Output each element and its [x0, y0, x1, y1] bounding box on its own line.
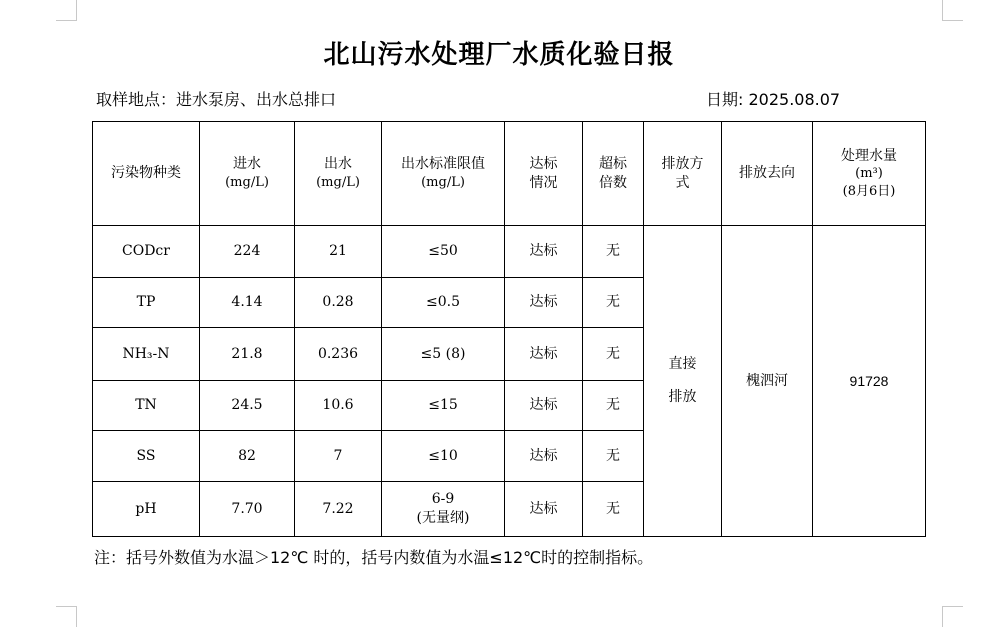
- sampling-location: 取样地点：进水泵房、出水总排口: [96, 90, 337, 109]
- cell-pollutant: TN: [93, 381, 200, 431]
- cell-pollutant: pH: [93, 482, 200, 537]
- header-status: [505, 122, 583, 226]
- cell-limit: ≤50: [382, 226, 505, 278]
- cell-inflow: 7.70: [200, 482, 295, 537]
- cell-limit-range: 6-9: [431, 491, 455, 508]
- header-inflow: [200, 122, 295, 226]
- discharge-method-line2: 排放: [668, 389, 697, 405]
- cell-limit-note: (无量纲): [416, 510, 470, 526]
- cell-pollutant: CODcr: [93, 226, 200, 278]
- cell-pollutant: SS: [93, 431, 200, 482]
- page-corner-mark: [942, 606, 963, 627]
- cell-outflow: 0.236: [295, 328, 382, 381]
- cell-exceed: 无: [583, 226, 644, 278]
- cell-status: 达标: [505, 278, 583, 328]
- header-volume-unit: (m³): [855, 166, 883, 182]
- cell-inflow: 21.8: [200, 328, 295, 381]
- report-date: 日期: 2025.08.07: [706, 90, 841, 109]
- cell-outflow: 21: [295, 226, 382, 278]
- header-volume-date: (8月6日): [842, 183, 896, 199]
- header-volume-label: 处理水量: [841, 147, 897, 164]
- cell-outflow: 7.22: [295, 482, 382, 537]
- cell-pollutant: TP: [93, 278, 200, 328]
- cell-discharge-method: [644, 226, 722, 537]
- footnote: 注：括号外数值为水温＞12℃ 时的，括号内数值为水温≤12℃时的控制指标。: [94, 548, 654, 567]
- cell-inflow: 24.5: [200, 381, 295, 431]
- cell-limit: ≤0.5: [382, 278, 505, 328]
- cell-inflow: 82: [200, 431, 295, 482]
- page-corner-mark: [942, 0, 963, 21]
- header-method-line1: 排放方: [661, 155, 704, 172]
- header-status-line2: 情况: [529, 174, 558, 191]
- header-exceed: [583, 122, 644, 226]
- cell-limit: ≤5 (8): [382, 328, 505, 381]
- header-method: [644, 122, 722, 226]
- table-row: [93, 226, 926, 278]
- report-title: 北山污水处理厂水质化验日报: [323, 40, 675, 70]
- cell-inflow: 224: [200, 226, 295, 278]
- cell-outflow: 7: [295, 431, 382, 482]
- cell-destination: 槐泗河: [722, 226, 813, 537]
- cell-outflow: 10.6: [295, 381, 382, 431]
- page-corner-mark: [56, 0, 77, 21]
- cell-status: 达标: [505, 328, 583, 381]
- cell-limit: ≤15: [382, 381, 505, 431]
- header-outflow: [295, 122, 382, 226]
- header-pollutant: 污染物种类: [93, 122, 200, 226]
- header-status-line1: 达标: [529, 155, 558, 172]
- cell-status: 达标: [505, 381, 583, 431]
- cell-exceed: 无: [583, 328, 644, 381]
- cell-limit: ≤10: [382, 431, 505, 482]
- water-quality-table: [92, 121, 926, 537]
- header-exceed-line2: 倍数: [599, 174, 627, 191]
- cell-status: 达标: [505, 226, 583, 278]
- header-outflow-label: 出水: [324, 156, 352, 173]
- cell-pollutant: NH₃-N: [93, 328, 200, 381]
- cell-exceed: 无: [583, 278, 644, 328]
- table-header-row: [93, 122, 926, 226]
- discharge-method-line1: 直接: [668, 356, 697, 373]
- cell-volume: 91728: [813, 226, 926, 537]
- cell-limit: [382, 482, 505, 537]
- header-outflow-unit: (mg/L): [316, 175, 360, 191]
- header-destination: 排放去向: [722, 122, 813, 226]
- page-corner-mark: [56, 606, 77, 627]
- cell-exceed: 无: [583, 482, 644, 537]
- cell-outflow: 0.28: [295, 278, 382, 328]
- cell-exceed: 无: [583, 381, 644, 431]
- header-inflow-label: 进水: [233, 156, 261, 173]
- cell-exceed: 无: [583, 431, 644, 482]
- header-volume: [813, 122, 926, 226]
- header-limit-unit: (mg/L): [421, 175, 465, 191]
- cell-status: 达标: [505, 431, 583, 482]
- header-limit: [382, 122, 505, 226]
- header-limit-label: 出水标准限值: [401, 156, 485, 173]
- cell-status: 达标: [505, 482, 583, 537]
- header-exceed-line1: 超标: [599, 155, 627, 172]
- cell-inflow: 4.14: [200, 278, 295, 328]
- header-method-line2: 式: [675, 174, 690, 191]
- header-inflow-unit: (mg/L): [225, 175, 269, 191]
